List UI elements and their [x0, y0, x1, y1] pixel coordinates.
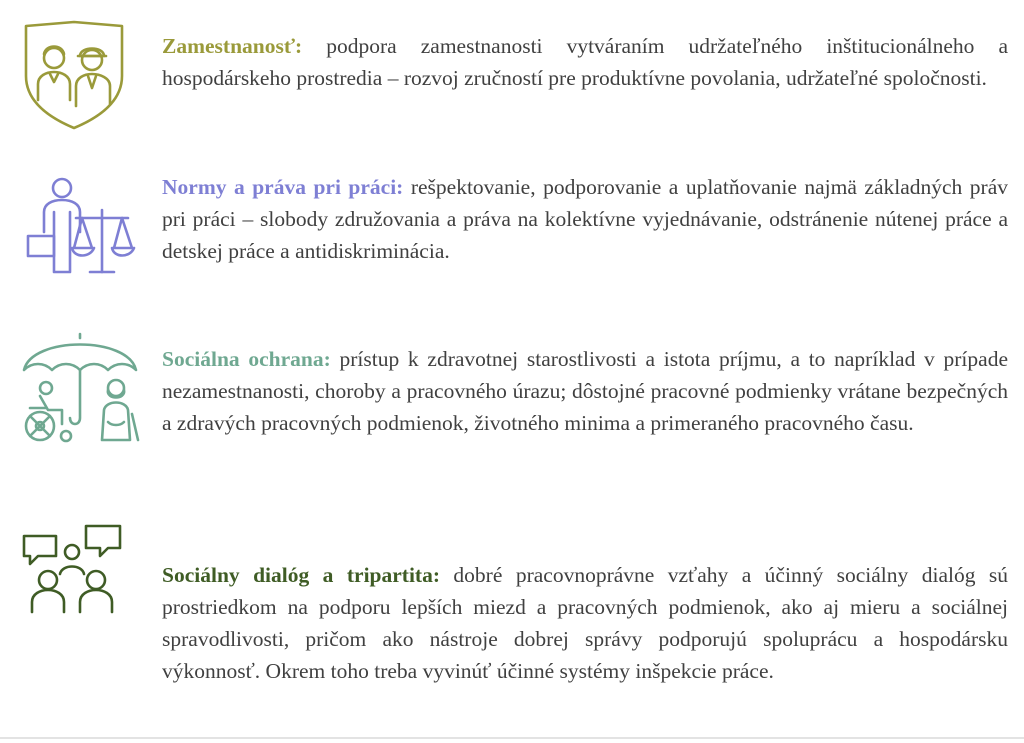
section-heading: Sociálny dialóg a tripartita:	[162, 563, 440, 587]
section-text	[162, 30, 1008, 94]
section-body: podpora zamestnanosti vytváraním udržateľného inštitucionálneho a hospodárskeho prostredia – rozvoj zručností pre produktívne povolania, udržateľné spoločnosti.	[162, 34, 1008, 90]
section-body: dobré pracovnoprávne vzťahy a účinný sociálny dialóg sú prostriedkom na podporu lepších miezd a pracovných podmienok, ako aj mieru a sociálnej spravodlivosti, pričom ako nástroje dobrej správy podporujú spoluprácu a hospodársku výkonnosť. Okrem toho treba vyvinúť účinné systémy inšpekcie práce.	[162, 563, 1009, 683]
section-text	[162, 559, 1008, 687]
umbrella-protection-icon	[16, 330, 146, 455]
shield-workers-icon	[16, 18, 132, 135]
dialogue-people-icon	[16, 522, 128, 623]
section-body: rešpektovanie, podporovanie a uplatňovanie najmä základných práv pri práci – slobody združovania a práva na kolektívne vyjednávanie, odstránenie nútenej práce a detskej práce a antidiskriminácia.	[162, 175, 1008, 263]
section-heading: Normy a práva pri práci:	[162, 175, 404, 199]
section-text	[162, 171, 1008, 267]
section-heading: Zamestnanosť:	[162, 34, 303, 58]
section-heading: Sociálna ochrana:	[162, 347, 331, 371]
section-text	[162, 343, 1008, 439]
section-body: prístup k zdravotnej starostlivosti a istota príjmu, a to napríklad v prípade nezamestnanosti, choroby a pracovného úrazu; dôstojné pracovné podmienky vrátane bezpečných a zdravých pracovných podmienok, životného minima a primeraného pracovného času.	[162, 347, 1008, 435]
person-scales-icon	[16, 174, 136, 283]
bottom-divider	[0, 737, 1024, 739]
